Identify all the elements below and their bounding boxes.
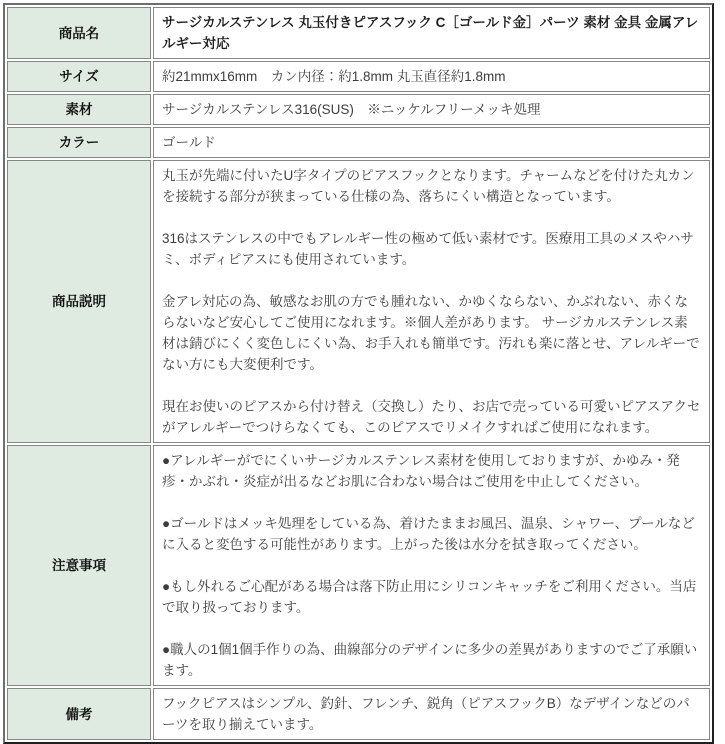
product-name-text: サージカルステンレス 丸玉付きピアスフック C［ゴールド金］パーツ 素材 金具 金属アレルギー対応 bbox=[162, 15, 699, 51]
spec-row-description bbox=[7, 160, 710, 443]
row-value-size bbox=[153, 61, 710, 92]
precaution-item: ●アレルギーがでにくいサージカルステンレス素材を使用しておりますが、かゆみ・発疹・かぶれ・炎症が出るなどお肌に合わない場合はご使用を中止してください。 bbox=[162, 453, 680, 489]
row-value-precautions bbox=[153, 445, 710, 686]
row-label-description: 商品説明 bbox=[7, 160, 151, 443]
spec-row-size bbox=[7, 61, 710, 92]
row-label-precautions: 注意事項 bbox=[7, 445, 151, 686]
material-text: サージカルステンレス316(SUS) ※ニッケルフリーメッキ処理 bbox=[162, 102, 541, 117]
spec-row-material bbox=[7, 94, 710, 125]
precaution-item: ●もし外れるご心配がある場合は落下防止用にシリコンキャッチをご利用ください。当店で取り扱っております。 bbox=[162, 579, 697, 615]
description-paragraph: 丸玉が先端に付いたU字タイプのピアスフックとなります。チャームなどを付けた丸カンを接続する部分が狭まっている仕様の為、落ちにくい構造となっています。 bbox=[162, 168, 695, 204]
product-spec-table-body bbox=[7, 7, 710, 740]
description-paragraph: 金アレ対応の為、敏感なお肌の方でも腫れない、かゆくならない、かぶれない、赤くならないなど安心してご使用になれます。※個人差があります。 サージカルステンレス素材は錆びにくく変色しにくい為、お手入れも簡単です。汚れも楽に落とせ、アレルギーでない方にも大変便利です。 bbox=[162, 294, 700, 372]
row-value-description bbox=[153, 160, 710, 443]
row-label-color: カラー bbox=[7, 127, 151, 158]
description-paragraph: 現在お使いのピアスから付け替え（交換し）たり、お店で売っている可愛いピアスアクセがアレルギーでつけらなくても、このピアスでリメイクすればご使用になれます。 bbox=[162, 399, 701, 435]
description-paragraph: 316はステンレスの中でもアレルギー性の極めて低い素材です。医療用工具のメスやハサミ、ボディピアスにも使用されています。 bbox=[162, 231, 694, 267]
row-label-product-name: 商品名 bbox=[7, 7, 151, 59]
remarks-text: フックピアスはシンプル、釣針、フレンチ、鋭角（ピアスフックB）なデザインなどのパーツを取り揃えています。 bbox=[162, 696, 690, 732]
color-text: ゴールド bbox=[162, 135, 216, 150]
row-value-remarks bbox=[153, 688, 710, 740]
row-value-material bbox=[153, 94, 710, 125]
spec-row-product-name bbox=[7, 7, 710, 59]
row-label-material: 素材 bbox=[7, 94, 151, 125]
spec-row-precautions bbox=[7, 445, 710, 686]
size-text: 約21mmx16mm カン内径：約1.8mm 丸玉直径約1.8mm bbox=[162, 69, 506, 84]
row-value-color bbox=[153, 127, 710, 158]
row-label-size: サイズ bbox=[7, 61, 151, 92]
row-label-remarks: 備考 bbox=[7, 688, 151, 740]
row-value-product-name bbox=[153, 7, 710, 59]
precaution-item: ●職人の1個1個手作りの為、曲線部分のデザインに多少の差異がありますのでご了承願います。 bbox=[162, 642, 698, 678]
product-spec-table bbox=[3, 3, 714, 744]
precaution-item: ●ゴールドはメッキ処理をしている為、着けたままお風呂、温泉、シャワー、プールなどに入ると変色する可能性があります。上がった後は水分を拭き取ってください。 bbox=[162, 516, 695, 552]
spec-row-color bbox=[7, 127, 710, 158]
spec-row-remarks bbox=[7, 688, 710, 740]
